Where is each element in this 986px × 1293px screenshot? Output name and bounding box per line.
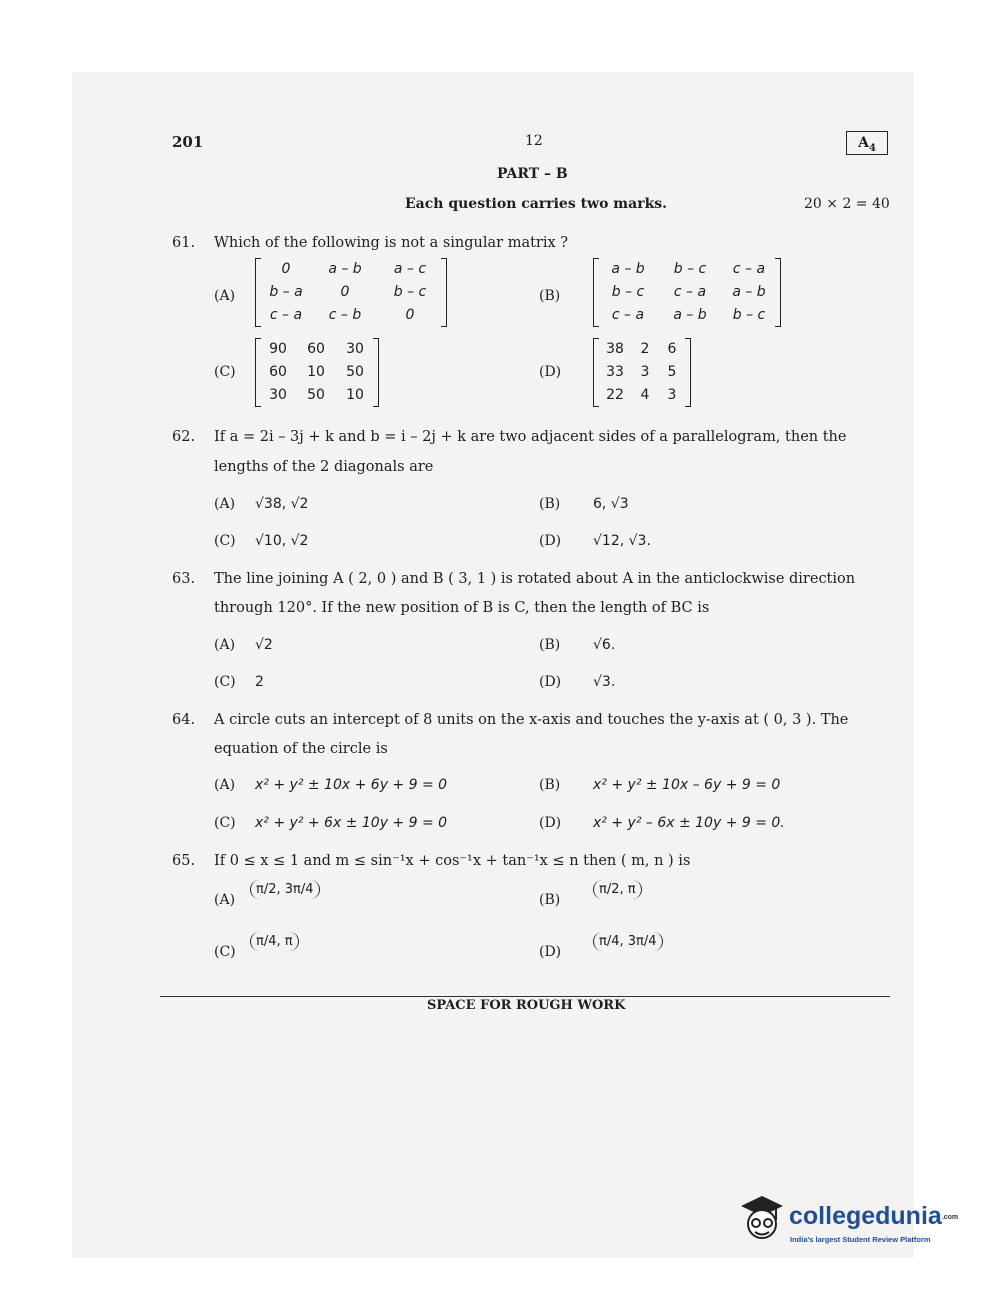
matrix-cell: c – a: [611, 307, 645, 323]
option-pair: π/4, 3π/4: [593, 932, 663, 951]
option-text: 6, √3: [593, 496, 629, 512]
matrix-cell: 50: [307, 387, 325, 403]
matrix-cell: a – b: [673, 307, 707, 323]
booklet-code-box: [846, 131, 888, 155]
option-label: (C): [214, 364, 236, 380]
page-number: 12: [525, 133, 543, 149]
matrix-cell: b – c: [393, 284, 427, 300]
option-label: (D): [539, 944, 562, 960]
brand-suffix: .com: [941, 1213, 959, 1221]
matrix-b: [593, 258, 781, 327]
option-label: (D): [539, 364, 562, 380]
matrix-cell: c – a: [269, 307, 303, 323]
matrix-cell: 2: [640, 341, 650, 357]
question-text: The line joining A ( 2, 0 ) and B ( 3, 1 ) is rotated about A in the anticlockwise direction: [214, 571, 856, 587]
matrix-cell: 50: [346, 364, 364, 380]
matrix-cell: a – b: [328, 261, 362, 277]
option-label: (C): [214, 533, 236, 549]
question-text: through 120°. If the new position of B is C, then the length of BC is: [214, 600, 710, 616]
matrix-cell: 30: [269, 387, 287, 403]
matrix-cell: 10: [346, 387, 364, 403]
pair-second: π: [284, 934, 293, 949]
matrix-cell: 60: [307, 341, 325, 357]
matrix-cell: 22: [606, 387, 624, 403]
option-label: (D): [539, 815, 562, 831]
option-pair: π/4, π: [250, 932, 299, 951]
option-text: 2: [255, 674, 264, 690]
brand-watermark: [737, 1190, 957, 1254]
option-label: (D): [539, 674, 562, 690]
option-text: √2: [255, 637, 273, 653]
question-text: A circle cuts an intercept of 8 units on the x-axis and touches the y-axis at ( 0, 3 ). The: [214, 712, 849, 728]
matrix-cell: 33: [606, 364, 624, 380]
option-label: (B): [539, 496, 561, 512]
pair-first: π/2: [599, 882, 620, 897]
divider: [160, 996, 890, 997]
matrix-cell: 60: [269, 364, 287, 380]
part-instruction: Each question carries two marks.: [405, 196, 668, 212]
page-code: 201: [172, 133, 204, 151]
option-label: (B): [539, 892, 561, 908]
option-label: (D): [539, 533, 562, 549]
part-title: PART – B: [497, 166, 568, 182]
question-number: 63.: [172, 571, 196, 587]
pair-second: 3π/4: [284, 882, 314, 897]
option-text: √12, √3.: [593, 533, 651, 549]
question-text: Which of the following is not a singular matrix ?: [214, 235, 569, 251]
option-text: √38, √2: [255, 496, 309, 512]
matrix-cell: 6: [667, 341, 677, 357]
option-text: √3.: [593, 674, 616, 690]
option-label: (B): [539, 288, 561, 304]
question-number: 65.: [172, 853, 196, 869]
option-text: x² + y² – 6x ± 10y + 9 = 0.: [593, 815, 785, 831]
option-label: (C): [214, 815, 236, 831]
option-pair: π/2, 3π/4: [250, 880, 320, 899]
brand-tagline: India's largest Student Review Platform: [790, 1235, 931, 1244]
matrix-cell: b – c: [673, 261, 707, 277]
question-text: lengths of the 2 diagonals are: [214, 459, 434, 475]
matrix-d: [593, 338, 691, 407]
matrix-cell: a – b: [732, 284, 766, 300]
pair-first: π/2: [256, 882, 277, 897]
matrix-cell: c – a: [673, 284, 707, 300]
option-label: (B): [539, 777, 561, 793]
matrix-cell: 3: [640, 364, 650, 380]
rough-work-label: SPACE FOR ROUGH WORK: [427, 998, 626, 1013]
option-label: (C): [214, 674, 236, 690]
booklet-letter: A: [858, 135, 869, 151]
matrix-cell: 4: [640, 387, 650, 403]
question-text: equation of the circle is: [214, 741, 388, 757]
matrix-cell: 3: [667, 387, 677, 403]
matrix-cell: b – c: [732, 307, 766, 323]
pair-first: π/4: [599, 934, 620, 949]
matrix-cell: 30: [346, 341, 364, 357]
question-number: 62.: [172, 429, 196, 445]
matrix-cell: c – b: [328, 307, 362, 323]
matrix-cell: 0: [405, 307, 415, 323]
option-text: x² + y² ± 10x – 6y + 9 = 0: [593, 777, 781, 793]
pair-first: π/4: [256, 934, 277, 949]
matrix-cell: 90: [269, 341, 287, 357]
matrix-cell: c – a: [732, 261, 766, 277]
matrix-cell: b – a: [269, 284, 303, 300]
option-text: √6.: [593, 637, 616, 653]
matrix-cell: 10: [307, 364, 325, 380]
matrix-cell: b – c: [611, 284, 645, 300]
part-marks: 20 × 2 = 40: [804, 196, 890, 212]
option-text: x² + y² + 6x ± 10y + 9 = 0: [255, 815, 448, 831]
pair-second: π: [627, 882, 636, 897]
option-pair: π/2, π: [593, 880, 642, 899]
option-label: (A): [214, 777, 236, 793]
question-number: 64.: [172, 712, 196, 728]
option-label: (A): [214, 892, 236, 908]
matrix-a: [255, 258, 447, 327]
matrix-cell: 0: [281, 261, 291, 277]
option-label: (C): [214, 944, 236, 960]
option-label: (A): [214, 496, 236, 512]
brand-name: collegedunia: [789, 1202, 942, 1230]
question-number: 61.: [172, 235, 196, 251]
booklet-sub: 4: [868, 142, 876, 154]
option-label: (A): [214, 288, 236, 304]
mascot-icon: [737, 1190, 787, 1250]
matrix-cell: a – b: [611, 261, 645, 277]
matrix-cell: a – c: [393, 261, 427, 277]
matrix-cell: 38: [606, 341, 624, 357]
option-text: √10, √2: [255, 533, 309, 549]
question-text: If 0 ≤ x ≤ 1 and m ≤ sin⁻¹x + cos⁻¹x + tan⁻¹x ≤ n then ( m, n ) is: [214, 853, 691, 869]
matrix-c: [255, 338, 379, 407]
pair-second: 3π/4: [627, 934, 657, 949]
question-text: If a = 2i – 3j + k and b = i – 2j + k are two adjacent sides of a parallelogram, then the: [214, 429, 847, 445]
matrix-cell: 5: [667, 364, 677, 380]
option-text: x² + y² ± 10x + 6y + 9 = 0: [255, 777, 448, 793]
option-label: (B): [539, 637, 561, 653]
matrix-cell: 0: [340, 284, 350, 300]
option-label: (A): [214, 637, 236, 653]
